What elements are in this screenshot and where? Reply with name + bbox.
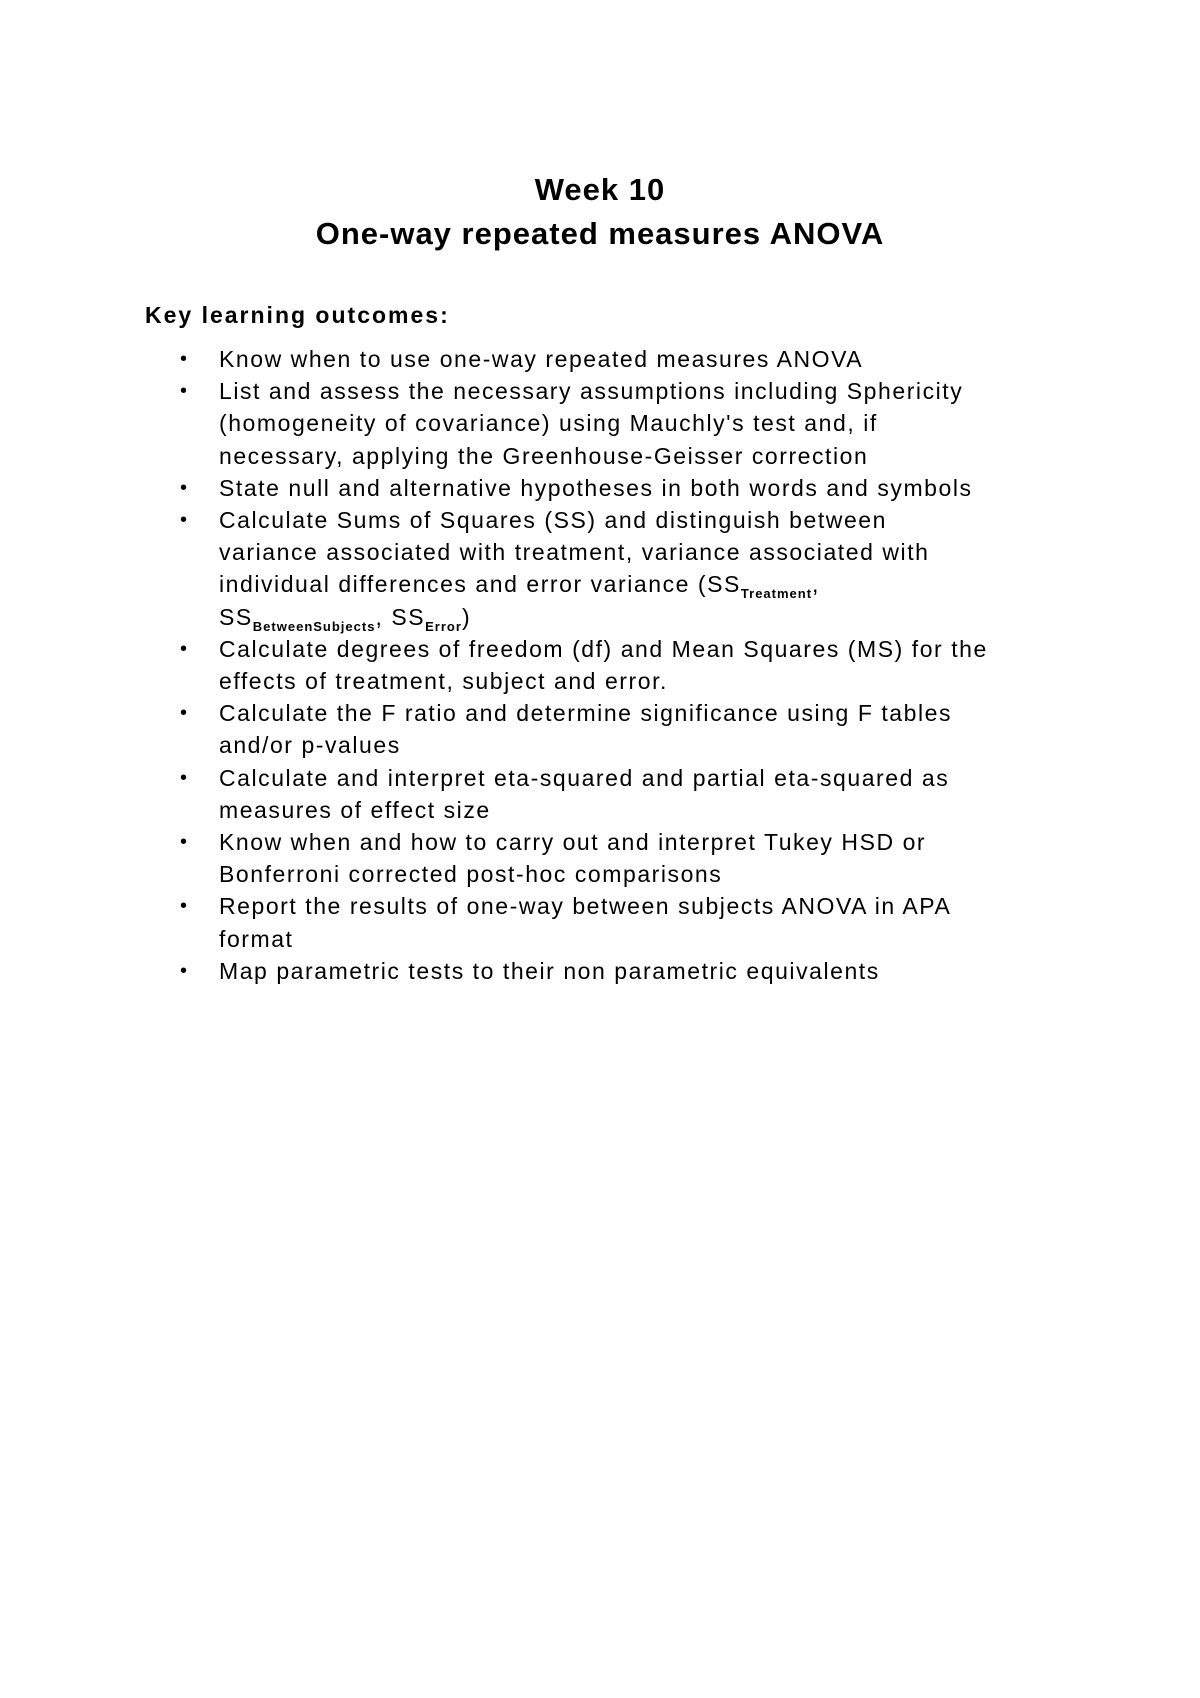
bullet-icon: • [180, 766, 189, 789]
outcome-formula-line-1 [219, 568, 1080, 600]
bullet-icon: • [180, 637, 189, 660]
bullet-icon: • [180, 380, 189, 403]
formula-ss-between: SS [219, 603, 253, 630]
list-item [180, 633, 1080, 697]
formula-ss-error: SS [391, 603, 426, 630]
bullet-icon: • [180, 831, 189, 854]
outcomes-list [180, 343, 1080, 987]
list-item [180, 343, 1080, 375]
outcome-line: measures of effect size [219, 796, 491, 823]
list-item [180, 955, 1080, 987]
list-item [180, 697, 1080, 761]
outcome-line: necessary, applying the Greenhouse-Geisser correction [219, 442, 869, 469]
outcome-line: variance associated with treatment, variance associated with [219, 539, 930, 566]
page-title: Week 10 [534, 172, 666, 207]
bullet-icon: • [180, 348, 189, 370]
list-item [180, 826, 1080, 890]
outcome-formula-line-2 [219, 601, 1080, 633]
outcome-line: Calculate the F ratio and determine significance using F tables [219, 700, 953, 727]
list-item [180, 890, 1080, 954]
outcome-line: Map parametric tests to their non parametric equivalents [219, 957, 880, 984]
bullet-icon: • [180, 476, 189, 499]
outcome-line: Report the results of one-way between subjects ANOVA in APA [219, 893, 952, 920]
outcome-line: List and assess the necessary assumptions including Sphericity [219, 378, 964, 405]
subscript-between-subjects: BetweenSubjects [252, 618, 376, 634]
subscript-error: Error [425, 618, 462, 634]
list-item [180, 472, 1080, 504]
formula-close: ) [461, 603, 472, 630]
outcome-line: State null and alternative hypotheses in both words and symbols [219, 474, 973, 501]
list-item [180, 762, 1080, 826]
outcome-line: Know when and how to carry out and interpret Tukey HSD or [219, 829, 927, 856]
outcome-line: (homogeneity of covariance) using Mauchly's test and, if [219, 410, 878, 437]
subscript-treatment: Treatment [740, 586, 813, 602]
formula-text: individual differences and error variance (SS [219, 571, 741, 598]
outcome-line: Calculate Sums of Squares (SS) and distinguish between [219, 507, 887, 534]
list-item [180, 375, 1080, 472]
title-block [0, 168, 1200, 256]
list-item [180, 504, 1080, 633]
outcome-line: effects of treatment, subject and error. [219, 668, 668, 695]
bullet-icon: • [180, 702, 189, 725]
bullet-icon: • [180, 959, 189, 982]
bullet-icon: • [180, 895, 189, 918]
outcome-line: Calculate degrees of freedom (df) and Mean Squares (MS) for the [219, 635, 988, 662]
outcome-line: and/or p-values [219, 732, 401, 759]
page-subtitle: One-way repeated measures ANOVA [315, 216, 885, 251]
formula-separator: , [375, 603, 392, 630]
outcome-line: Calculate and interpret eta-squared and partial eta-squared as [219, 764, 950, 791]
outcomes-heading: Key learning outcomes: [145, 302, 450, 328]
outcome-line: Know when to use one-way repeated measures ANOVA [219, 346, 864, 372]
outcome-line: Bonferroni corrected post-hoc comparisons [219, 861, 723, 888]
formula-separator: , [812, 571, 820, 598]
bullet-icon: • [180, 509, 189, 532]
outcome-line: format [219, 925, 294, 952]
